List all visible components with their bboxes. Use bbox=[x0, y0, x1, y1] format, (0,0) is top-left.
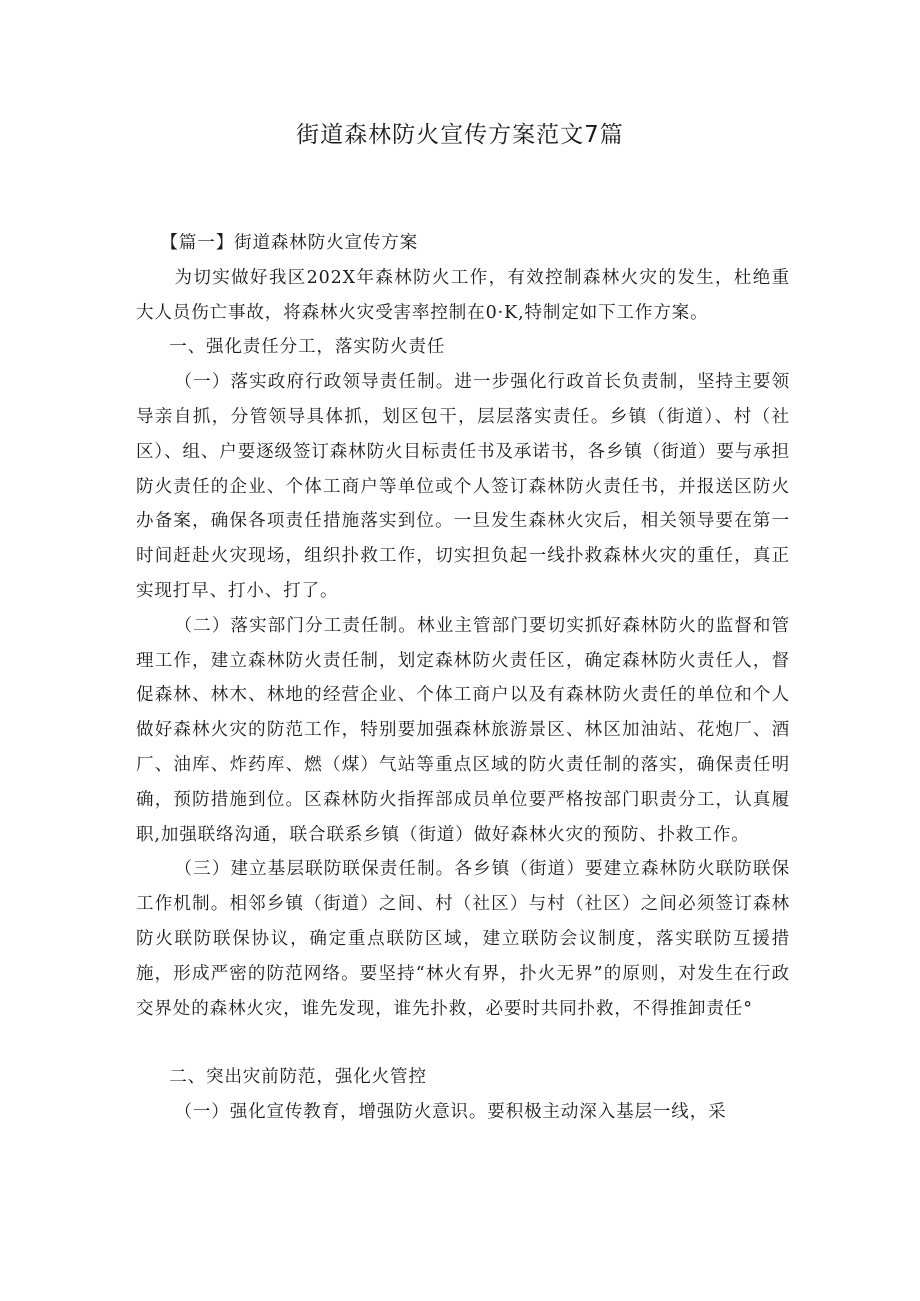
document-title: 街道森林防火宣传方案范文7篇 bbox=[296, 122, 624, 148]
paragraph-1: （一）落实政府行政领导责任制。进一步强化行政首长负责制，坚持主要领导亲自抓，分管领导具体抓，划区包干，层层落实责任。乡镇（街道）、村（社区）、组、户要逐级签订森林防火目标责任书及承诺书，各乡镇（街道）要与承担防火责任的企业、个体工商户等单位或个人签订森林防火责任书，并报送区防火办备案，确保各项责任措施落实到位。一旦发生森林火灾后，相关领导要在第一时间赶赴火灾现场，组织扑救工作，切实担负起一线扑救森林火灾的重任，真正实现打早、打小、打了。 bbox=[136, 372, 790, 601]
document-body bbox=[136, 226, 790, 1130]
intro-paragraph: 为切实做好我区202X年森林防火工作，有效控制森林火灾的发生，杜绝重大人员伤亡事故，将森林火灾受害率控制在0·K,特制定如下工作方案。 bbox=[136, 267, 790, 323]
paragraph-4: （一）强化宣传教育，增强防火意识。要积极主动深入基层一线，采 bbox=[174, 1102, 727, 1123]
part1-heading: 一、强化责任分工，落实防火责任 bbox=[169, 337, 446, 358]
paragraph-2: （二）落实部门分工责任制。林业主管部门要切实抓好森林防火的监督和管理工作，建立森林防火责任制，划定森林防火责任区，确定森林防火责任人，督促森林、林木、林地的经营企业、个体工商户以及有森林防火责任的单位和个人做好森林火灾的防范工作，特别要加强森林旅游景区、林区加油站、花炮厂、酒厂、油库、炸药库、燃（煤）气站等重点区域的防火责任制的落实，确保责任明确，预防措施到位。区森林防火指挥部成员单位要严格按部门职责分工，认真履职,加强联络沟通，联合联系乡镇（街道）做好森林火灾的预防、扑救工作。 bbox=[136, 615, 790, 845]
part2-heading: 二、突出灾前防范，强化火管控 bbox=[169, 1067, 427, 1088]
paragraph-3: （三）建立基层联防联保责任制。各乡镇（街道）要建立森林防火联防联保工作机制。相邻乡镇（街道）之间、村（社区）与村（社区）之间必须签订森林防火联防联保协议，确定重点联防区域，建立联防会议制度，落实联防互援措施，形成严密的防范网络。要坚持“林火有界，扑火无界”的原则，对发生在行政交界处的森林火灾，谁先发现，谁先扑救，必要时共同扑救，不得推卸责任° bbox=[136, 859, 790, 1019]
paragraph-gap bbox=[136, 1026, 790, 1060]
section-heading: 【篇一】街道森林防火宣传方案 bbox=[160, 233, 419, 253]
